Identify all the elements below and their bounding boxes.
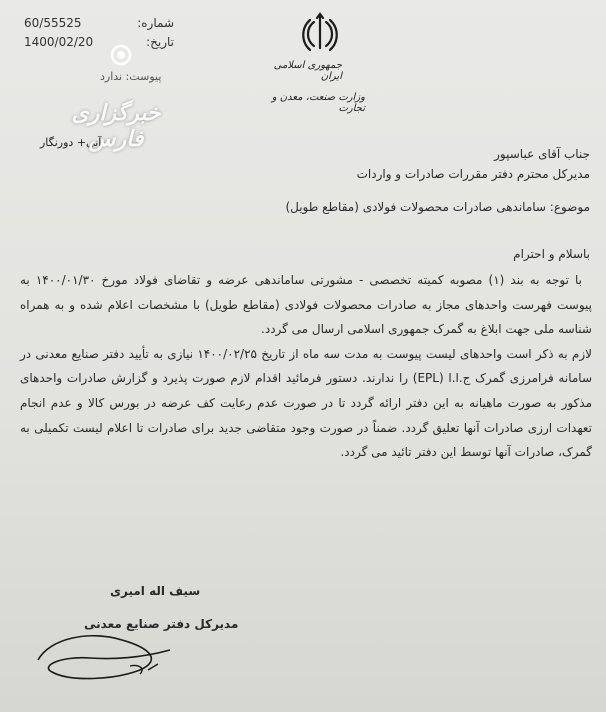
body-paragraph: لازم به ذکر است واحدهای لیست پیوست به مدت سه ماه از تاریخ ۱۴۰۰/۰۲/۲۵ نیازی به تأیید دفتر صنایع معدنی در سامانه فرامرزی گمرک ج.ا.ا (EPL) را ندارند. دستور فرمائید اقدام لازم صورت پذیرد و گزارش صادرات واحدهای مذکور به صورت ماهیانه به این دفتر ارائه گردد تا در صورت عدم رعایت کف عرضه در بورس کالا و عدم انجام تعهدات ارزی صادرات آنها تعلیق گردد. ضمناً در صورت وجود متقاضی جدید برای صادرات تا اعلام لیست تکمیلی به گمرک، صادرات آنها توسط این دفتر تائید می گردد.	[20, 346, 592, 460]
iran-emblem-icon	[300, 12, 340, 54]
recipient-block	[230, 144, 590, 184]
watermark: خبرگزاری فارس	[71, 100, 161, 152]
signer-name: سیف اله امیری	[110, 584, 201, 598]
letter-meta	[24, 14, 174, 52]
distribution-note: آنی+ دورنگار	[40, 136, 102, 149]
handwritten-signature	[30, 620, 180, 690]
date-value: 1400/02/20	[24, 35, 94, 49]
government-title: جمهوری اسلامی ایران	[273, 60, 342, 82]
letter-body	[20, 268, 592, 465]
date-label: تاریخ:	[146, 35, 174, 49]
number-value: 60/55525	[24, 16, 82, 30]
signer-title: مدیرکل دفتر صنایع معدنی	[84, 617, 239, 631]
greeting: باسلام و احترام	[513, 247, 590, 261]
number-label: شماره:	[137, 16, 174, 30]
enclosure-label: پیوست: ندارد	[100, 70, 162, 83]
ministry-title: وزارت صنعت، معدن و تجارت	[271, 92, 365, 114]
subject-line: موضوع: ساماندهی صادرات محصولات فولادی (مقاطع طویل)	[285, 200, 590, 214]
recipient-name: جناب آقای عباسپور	[494, 147, 590, 161]
body-paragraph: با توجه به بند (۱) مصوبه کمیته تخصصی - مشورتی ساماندهی عرضه و تقاضای فولاد مورخ ۱۴۰۰/۰۱/۳۰ به پیوست فهرست واحدهای مجاز به صادرات محصولات فولادی (مقاطع طویل) با مشخصات اعلام شده و به همراه شناسه ملی جهت ابلاغ به گمرک جمهوری اسلامی ارسال می گردد.	[20, 273, 592, 337]
recipient-title: مدیرکل محترم دفتر مقررات صادرات و واردات	[356, 167, 590, 181]
news-agency-logo-icon	[110, 44, 132, 66]
